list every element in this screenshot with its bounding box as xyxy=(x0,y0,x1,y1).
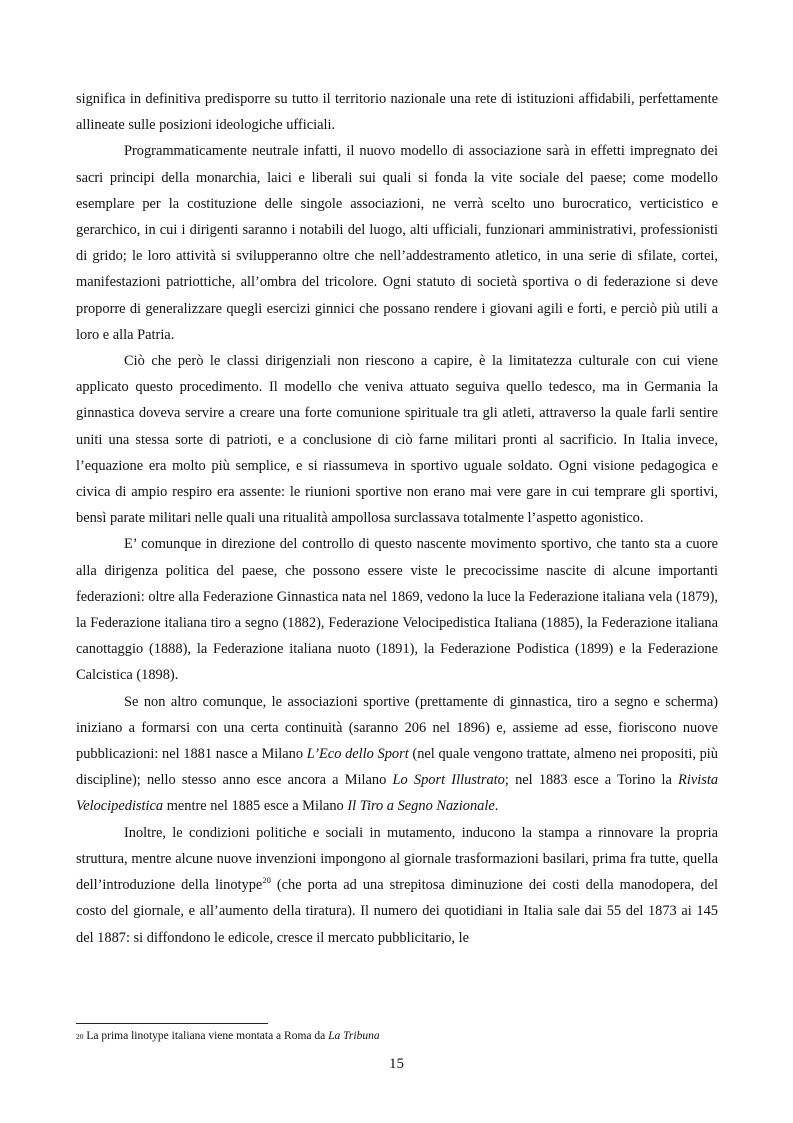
page-number: 15 xyxy=(389,1056,404,1072)
p6-text-b: (che porta ad una strepitosa diminuzione dei costi della manodopera, del costo del giornale, e all’aumento della tiratura). Il numero dei quotidiani in Italia sale dai 55 del 1873 ai 145 del 1887: si diffondono le edicole, cresce il mercato pubblicitario, le xyxy=(76,877,718,946)
p5-text-e: . xyxy=(494,798,499,815)
paragraph-5 xyxy=(76,689,718,820)
footnote-title: La Tribuna xyxy=(328,1030,380,1042)
footnote-divider xyxy=(76,1023,268,1024)
title-tiro-a-segno: Il Tiro a Segno Nazionale xyxy=(347,798,495,815)
paragraph-4: E’ comunque in direzione del controllo di questo nascente movimento sportivo, che tanto sta a cuore alla dirigenza politica del paese, che possono essere viste le precocissime nascite di alcune importanti federazioni: oltre alla Federazione Ginnastica nata nel 1869, vedono la luce la Federazione italiana vela (1879), la Federazione italiana tiro a segno (1882), Federazione Velocipedistica Italiana (1885), la Federazione italiana canottaggio (1888), la Federazione italiana nuoto (1891), la Federazione Podistica (1899) e la Federazione Calcistica (1898). xyxy=(76,536,718,684)
footnote xyxy=(76,1029,718,1044)
title-rivista-velocipedistica: Rivista Velocipedistica xyxy=(76,772,719,815)
p5-text-c: ; nel 1883 esce a Torino la xyxy=(504,772,679,789)
paragraph-3: Ciò che però le classi dirigenziali non riescono a capire, è la limitatezza culturale con cui viene applicato questo procedimento. Il modello che veniva attuato seguiva quello tedesco, ma in Germania la ginnastica doveva servire a creare una forte comunione spirituale tra gli atleti, attraverso la quale farli sentire uniti una stessa sorte di patrioti, e a conclusione di ciò farne militari pronti al sacrificio. In Italia invece, l’equazione era molto più semplice, e si riassumeva in sportivo uguale soldato. Ogni visione pedagogica e civica di ampio respiro era assente: le riunioni sportive non erano mai vere gare in cui temprare gli sportivi, bensì parate militari nelle quali una ritualità ampollosa surclassava totalmente l’aspetto agonistico. xyxy=(76,353,718,527)
p5-text-b: (nel quale vengono trattate, almeno nei propositi, più discipline); nello stesso anno esce ancora a Milano xyxy=(76,746,718,789)
paragraph-6 xyxy=(76,820,718,951)
title-eco-dello-sport: L’Eco dello Sport xyxy=(306,746,409,763)
p5-text-d: mentre nel 1885 esce a Milano xyxy=(163,798,348,815)
page-body xyxy=(76,86,718,951)
footnote-marker: 20 xyxy=(76,1032,84,1041)
title-sport-illustrato: Lo Sport Illustrato xyxy=(392,772,505,789)
p5-text-a: Se non altro comunque, le associazioni sportive (prettamente di ginnastica, tiro a segno e scherma) iniziano a formarsi con una certa continuità (saranno 206 nel 1896) e, assieme ad esse, fioriscono nuove pubblicazioni: nel 1881 nasce a Milano xyxy=(76,693,718,763)
paragraph-2: Programmaticamente neutrale infatti, il nuovo modello di associazione sarà in effetti impregnato dei sacri principi della monarchia, laici e liberali sui quali si fonda la vite sociale del paese; come modello esemplare per la costituzione delle singole associazioni, ne verrà scelto uno burocratico, verticistico e gerarchico, in cui i dirigenti saranno i notabili del luogo, alti ufficiali, funzionari amministrativi, professionisti di grido; le loro attività si svilupperanno oltre che nell’addestramento atletico, in una serie di sfilate, cortei, manifestazioni patriottiche, all’ombra del tricolore. Ogni statuto di società sportiva o di federazione si deve proporre di generalizzare quegli esercizi ginnici che possano rendere i giovani agili e forti, e perciò più utili a loro e alla Patria. xyxy=(76,143,718,343)
footnote-text: La prima linotype italiana viene montata a Roma da xyxy=(83,1030,329,1042)
paragraph-1: significa in definitiva predisporre su tutto il territorio nazionale una rete di istituzioni affidabili, perfettamente allineate sulle posizioni ideologiche ufficiali. xyxy=(76,91,718,134)
footnote-reference[interactable]: 20 xyxy=(262,875,271,886)
p6-text-a: Inoltre, le condizioni politiche e sociali in mutamento, inducono la stampa a rinnovare la propria struttura, mentre alcune nuove invenzioni impongono al giornale trasformazioni basilari, prima fra tutte, quella dell’introduzione della linotype xyxy=(76,824,718,894)
